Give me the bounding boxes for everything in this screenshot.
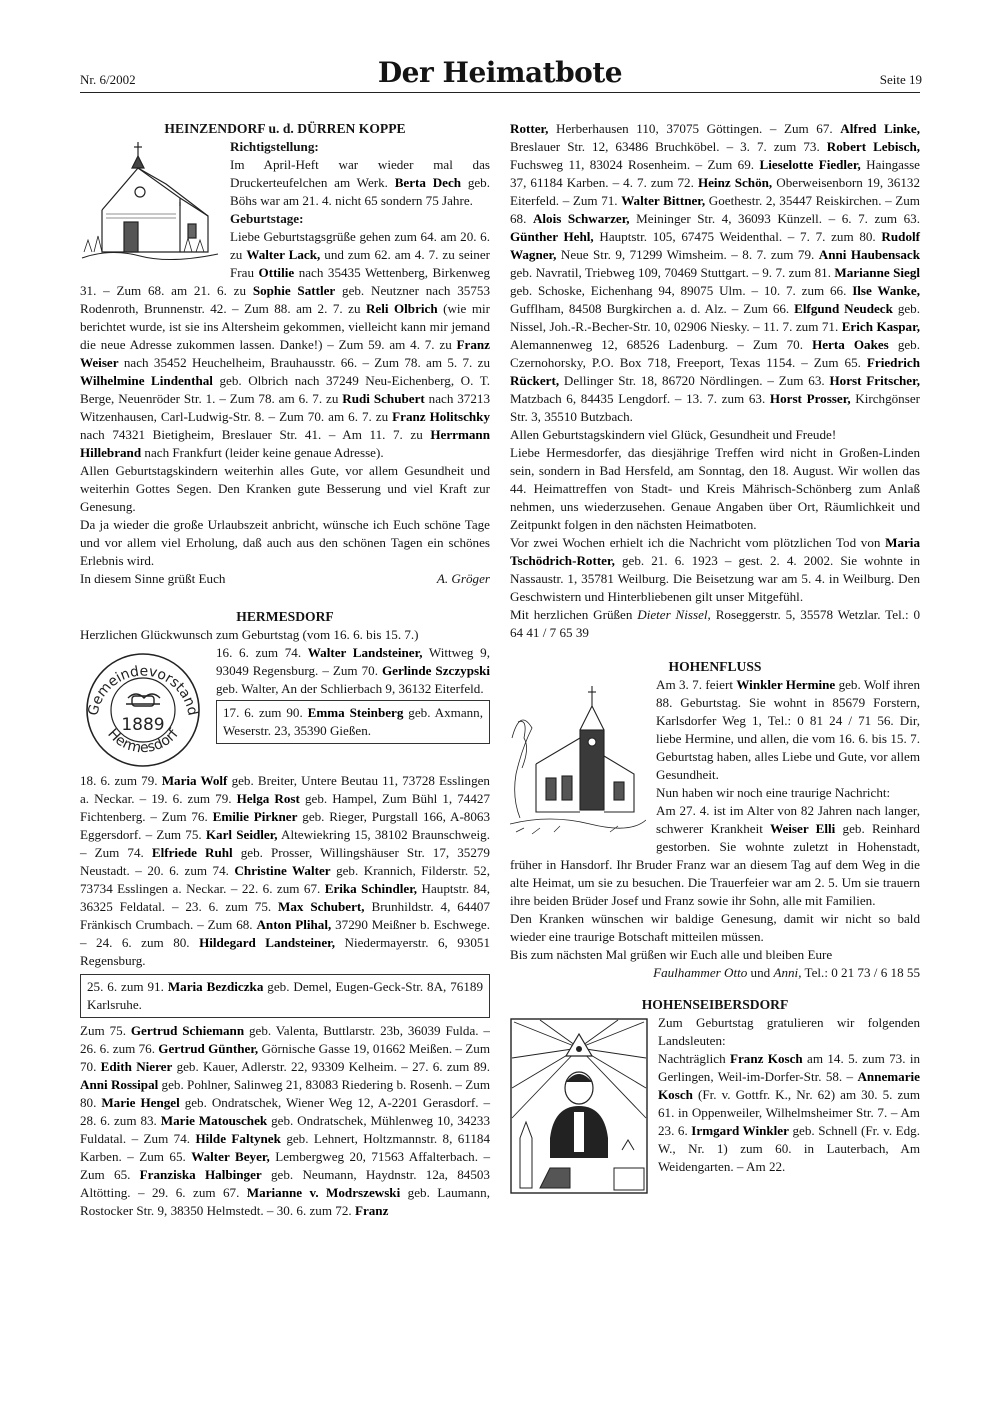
person-name-n-lebisch: Robert Lebisch, <box>826 139 920 154</box>
text-e7d: Tel.: 0 21 73 / 6 18 55 <box>801 965 920 980</box>
person-name-n-hengel: Marie Hengel <box>101 1095 180 1110</box>
text-d18: Kirchgönser Str. 3, 35510 Butzbach. <box>510 391 920 424</box>
text-b6: geb. Prosser, Willingshäuser Str. 17, 35279 Neustadt. – 20. 6. zum 74. <box>80 845 490 878</box>
text-c7: geb. Ondratschek, Mühlenweg 10, 34233 Fuldatal. – Zum 74. <box>80 1113 490 1146</box>
text-birthday-intro: Liebe Geburtstagsgrüße gehen zum 64. am 20. 6. zu <box>230 229 490 262</box>
text-a1: 16. 6. zum 74. <box>216 645 308 660</box>
person-name-n-landsteiner: Walter Landsteiner, <box>307 645 423 660</box>
person-name-n-schoen: Heinz Schön, <box>697 175 773 190</box>
person-name-n-wolf: Maria Wolf <box>161 773 228 788</box>
person-name-n-nierer: Edith Nierer <box>100 1059 173 1074</box>
person-name-n-sattler: Sophie Sattler <box>252 283 336 298</box>
person-name-box1-name: Emma Steinberg <box>307 705 404 720</box>
left-column <box>80 120 490 1220</box>
text-box2-pre: 25. 6. zum 91. <box>87 979 168 994</box>
person-name-n-hillebrand: Herrmann Hillebrand <box>80 427 490 460</box>
text-b1: 18. 6. zum 79. <box>80 773 162 788</box>
text-d11: geb. Schoske, Eichenhang 94, 89075 Ulm. – 10. 7. zum 66. <box>510 283 853 298</box>
text-c8: geb. Lehnert, Holtzmannstr. 8, 61184 Karben. – Zum 65. <box>80 1131 490 1164</box>
text-e4a: Am 27. 4. ist im Alter von 82 Jahren nach langer, schwerer Krankheit <box>656 803 920 836</box>
hohenfluss-sad-news: Nun haben wir noch eine traurige Nachricht: <box>656 785 891 800</box>
text-d12: Gufflham, 84508 Burgkirchen a. d. Alz. – Zum 66. <box>510 301 795 316</box>
text-b3: geb. Hampel, Zum Bühl 1, 74427 Fichtenberg. – Zum 76. <box>80 791 490 824</box>
person-name-n-akosch: Annemarie Kosch <box>658 1069 920 1102</box>
text-c4: geb. Kauer, Adlerstr. 22, 93309 Kelheim. – 27. 6. zum 89. <box>172 1059 490 1074</box>
text-c3: Görnische Gasse 19, 01662 Meißen. – Zum 70. <box>80 1041 491 1074</box>
text-d5: Oberweisenborn 19, 36132 Eiterfeld. – Zum 71. <box>510 175 920 208</box>
person-name-n-modrszewski: Marianne v. Modrszewski <box>246 1185 401 1200</box>
person-name-n-haubensack: Anni Haubensack <box>818 247 920 262</box>
right-column <box>510 120 920 1198</box>
text-a3: geb. Walter, An der Schlierbach 9, 36132 Eiterfeld. <box>216 681 484 696</box>
chapel-illustration <box>80 140 220 268</box>
text-d13: geb. Nissel, Joh.-R.-Becher-Str. 10, 02906 Niesky. – 11. 7. zum 71. <box>510 301 920 334</box>
person-name-n-fiedler: Lieselotte Fiedler, <box>759 157 861 172</box>
person-name-n-olbrich: Reli Olbrich <box>365 301 438 316</box>
section-title-hohenfluss: HOHENFLUSS <box>668 659 762 674</box>
seal-text-top: Gemeindevorstand <box>85 663 201 718</box>
person-name-n-wanke: Ilse Wanke, <box>852 283 920 298</box>
issue-number: Nr. 6/2002 <box>80 72 136 87</box>
hermesdorf-obituary <box>510 534 920 606</box>
text-t1: und zum 62. am 4. 7. zu seiner Frau <box>230 247 490 280</box>
person-name-n-ottilie: Ottilie <box>258 265 295 280</box>
person-name-n-halbinger: Franziska Halbinger <box>139 1167 262 1182</box>
header-rule <box>80 92 920 93</box>
person-name-n-rossipal: Anni Rossipal <box>80 1077 159 1092</box>
hermesdorf-meeting: Liebe Hermesdorfer, das diesjährige Treffen wird nicht in Großen-Linden sein, sondern in Bad Hersfeld, am Sonntag, den 18. August. Wir wollen das 44. Heimattreffen von Stadt- und Kreis Mährisch-Schönberg zum Anlaß nehmen, uns wiederzusehen. Genaue Angaben über Ort, Räumlichkeit und Zeitpunkt folgen in den nächsten Heimatboten. <box>510 445 920 532</box>
text-paragraph <box>80 1022 490 1220</box>
text-author: A. Gröger <box>436 571 490 586</box>
highlight-box-bezdiczka <box>80 974 490 1018</box>
text-c9: Lembergweg 20, 71563 Affalterbach. – Zum 65. <box>80 1149 490 1182</box>
text-closing: In diesem Sinne grüßt Euch <box>80 571 226 586</box>
person-name-n-wagner: Rudolf Wagner, <box>510 229 920 262</box>
person-name-n-schubert: Rudi Schubert <box>342 391 425 406</box>
person-name-n-neudeck: Elfgund Neudeck <box>794 301 893 316</box>
person-name-n-linke: Alfred Linke, <box>840 121 920 136</box>
text-correction-post: geb. Böhs war am 21. 4. nicht 65 sondern 75 Jahre. <box>230 175 490 208</box>
text-c2: geb. Valenta, Buttlarstr. 23b, 36039 Fulda. – 26. 6. zum 76. <box>80 1023 490 1056</box>
person-name-n-lack: Walter Lack, <box>246 247 321 262</box>
hermesdorf-wishes: Allen Geburtstagskindern viel Glück, Gesundheit und Freude! <box>510 427 837 442</box>
person-name-n-prosser: Horst Prosser, <box>769 391 851 406</box>
hohenfluss-get-well: Den Kranken wünschen wir baldige Genesung, damit wir nicht so bald wieder eine traurige Botschaft mitteilen müssen. <box>510 911 920 944</box>
person-name-n-seidler: Karl Seidler, <box>205 827 278 842</box>
person-name-n-bittner: Walter Bittner, <box>621 193 706 208</box>
person-name-n-kaspar: Erich Kaspar, <box>841 319 920 334</box>
text-box2-post: geb. Demel, Eugen-Geck-Str. 8A, 76189 Karlsruhe. <box>87 979 483 1012</box>
text-c10: geb. Neumann, Haydnstr. 12a, 84503 Altötting. – 29. 6. zum 67. <box>80 1167 490 1200</box>
text-c1: Zum 75. <box>80 1023 131 1038</box>
text-d9: Neue Str. 9, 71299 Wimsheim. – 8. 7. zum 79. <box>556 247 819 262</box>
religious-illustration <box>510 1018 648 1194</box>
text-c5: geb. Pohlner, Salinweg 21, 83083 Riedering b. Rosenh. – Zum 80. <box>80 1077 491 1110</box>
person-name-n-szczypski: Gerlinde Szczypski <box>381 663 490 678</box>
person-name-n-holitschky: Franz Holitschky <box>392 409 490 424</box>
text-c11: geb. Laumann, Rostocker Str. 9, 38350 Helmstedt. – 30. 6. zum 72. <box>80 1185 490 1218</box>
text-t4: (wie mir berichtet wurde, ist sie ins Altersheim gekommen, vielleicht kann mir jemand die neue Adresse zukommen lassen. Danke!) – Zum 59. am 4. 7. zu <box>80 301 491 352</box>
heinzendorf-para2: Allen Geburtstagskindern weiterhin alles Gute, vor allem Gesundheit und weiterhin Gottes Segen. Den Kranken gute Besserung und viel Kraft zur Genesung. <box>80 463 490 514</box>
text-box1-pre: 17. 6. zum 90. <box>223 705 308 720</box>
person-name-n-winkler: Winkler Hermine <box>736 677 836 692</box>
text-p4b: geb. 21. 6. 1923 – gest. 2. 4. 2002. Sie wohnte in Nassaustr. 1, 35781 Weilburg. Die Beisetzung war am 5. 4. in Weilburg. Den Geschwistern und Hinterbliebenen gilt unser Mitgefühl. <box>510 553 920 604</box>
page-number: Seite 19 <box>879 72 922 87</box>
text-b7: geb. Krannich, Filderstr. 52, 73734 Esslingen a. Neckar. – 22. 6. zum 67. <box>80 863 490 896</box>
text-c6: geb. Ondratschek, Wiener Weg 12, A-2201 Gerasdorf. – 28. 6. zum 83. <box>80 1095 491 1128</box>
text-t7: nach 37213 Witzenhausen, Carl-Ludwig-Str. 8. – Zum 70. am 6. 7. zu <box>80 391 490 424</box>
text-b4: geb. Rieger, Purgstall 166, A-8063 Eggersdorf. – Zum 75. <box>80 809 490 842</box>
person-name-n-beyer: Walter Beyer, <box>191 1149 270 1164</box>
person-name-n-weiser: Franz Weiser <box>80 337 490 370</box>
text-p5a: Mit herzlichen Grüßen <box>510 607 638 622</box>
person-name-n-guenther: Gertrud Günther, <box>158 1041 259 1056</box>
person-name-box2-name: Maria Bezdiczka <box>167 979 264 994</box>
hohenfluss-farewell: Bis zum nächsten Mal grüßen wir Euch alle und bleiben Eure <box>510 947 833 962</box>
person-name-n-pirkner: Emilie Pirkner <box>212 809 298 824</box>
text-f2: Nachträglich <box>658 1051 730 1066</box>
text-t2: nach 35435 Wettenberg, Birkenweg 31. – Zum 68. am 21. 6. zu <box>80 265 490 298</box>
hohenseibersdorf-intro: Zum Geburtstag gratulieren wir folgenden Landsleuten: <box>658 1015 920 1048</box>
person-name-n-tschoedrich: Maria Tschödrich-Rotter, <box>510 535 920 568</box>
hermesdorf-signature <box>510 606 920 642</box>
masthead: Der Heimatbote <box>377 56 623 89</box>
person-name-n-iwinkler: Irmgard Winkler <box>691 1123 789 1138</box>
person-name-n-siegl: Marianne Siegl <box>834 265 921 280</box>
church-illustration <box>510 678 646 838</box>
text-d6: Goethestr. 2, 35447 Reiskirchen. – Zum 68. <box>510 193 920 226</box>
text-t5: nach 35452 Heuchelheim, Brauhausstr. 66. – Zum 78. am 5. 7. zu <box>118 355 490 370</box>
person-name-n-franz: Franz <box>354 1203 389 1218</box>
person-name-n-rueckert: Friedrich Rückert, <box>510 355 920 388</box>
section-title-hermesdorf: HERMESDORF <box>236 609 334 624</box>
person-name-n-matouschek: Marie Matouschek <box>160 1113 268 1128</box>
text-d8: Hauptstr. 105, 67475 Weidenthal. – 7. 7. zum 80. <box>593 229 882 244</box>
text-b11: Niedermayerstr. 6, 93051 Regensburg. <box>80 935 490 968</box>
person-name-n-eschindler: Erika Schindler, <box>324 881 418 896</box>
text-d14: Alemannenweg 12, 68526 Ladenburg. – Zum 70. <box>510 337 813 352</box>
text-f5: geb. Schnell (Fr. v. Edg. W., Nr. 1) zum 60. in Lauterbach, Am Weidengarten. – Am 22. <box>658 1123 920 1174</box>
person-name-n-hehl: Günther Hehl, <box>510 229 594 244</box>
highlight-box-steinberg <box>216 700 490 744</box>
text-d17: Matzbach 6, 84435 Lengdorf. – 13. 7. zum 63. <box>510 391 770 406</box>
heinzendorf-para3: Da ja wieder die große Urlaubszeit anbricht, wünsche ich Euch schöne Tage und vor allem viel Erholung, daß auch aus den schönen Tagen ein schönes Erlebnis wird. <box>80 517 490 568</box>
text-paragraph <box>80 772 490 970</box>
person-name-n-rost: Helga Rost <box>236 791 300 806</box>
text-paragraph <box>510 120 920 426</box>
person-name-n-weiser-elli: Weiser Elli <box>770 821 836 836</box>
text-d16: Dellinger Str. 18, 86720 Nördlingen. – Zum 63. <box>559 373 830 388</box>
text-d7: Meininger Str. 4, 36093 Künzell. – 6. 7. zum 63. <box>629 211 921 226</box>
section-title-hohenseibersdorf: HOHENSEIBERSDORF <box>641 997 789 1012</box>
hermesdorf-intro: Herzlichen Glückwunsch zum Geburtstag (vom 16. 6. bis 15. 7.) <box>80 627 419 642</box>
text-d1: Herberhausen 110, 37075 Göttingen. – Zum 67. <box>548 121 841 136</box>
section-title-heinzendorf: HEINZENDORF u. d. DÜRREN KOPPE <box>164 121 406 136</box>
text-t9: nach Frankfurt (leider keine genaue Adresse). <box>141 445 384 460</box>
text-e7c: Anni, <box>773 965 802 980</box>
text-t6: geb. Olbrich nach 37249 Neu-Eichenberg, O. T. Berge, Neuenröder Str. 1. – Zum 78. am 6. 7. zu <box>80 373 490 406</box>
text-b8: Hauptstr. 84, 36325 Feldatal. – 23. 6. zum 75. <box>80 881 490 914</box>
text-b5: Altewiekring 15, 38102 Braunschweig. – Zum 74. <box>80 827 490 860</box>
person-name-n-mschubert: Max Schubert, <box>278 899 365 914</box>
text-d10: geb. Navratil, Triebweg 109, 70469 Stuttgart. – 9. 7. zum 81. <box>510 265 835 280</box>
person-name-n-faltynek: Hilde Faltynek <box>195 1131 281 1146</box>
text-b9: Brunhildstr. 4, 64407 Fränkisch Crumbach. – Zum 68. <box>80 899 490 932</box>
text-a2: Wittweg 9, 93049 Regensburg. – Zum 70. <box>216 645 490 678</box>
text-e7a: Faulhammer Otto <box>653 965 748 980</box>
person-name-n-plihal: Anton Plihal, <box>256 917 332 932</box>
text-box1-post: geb. Axmann, Weserstr. 23, 35390 Gießen. <box>223 705 483 738</box>
text-p5author: Dieter Nissel, <box>637 607 711 622</box>
text-f3: am 14. 5. zum 73. in Gerlingen, Weil-im-Dorfer-Str. 58. – <box>658 1051 921 1084</box>
person-name-n-hlandsteiner: Hildegard Landsteiner, <box>199 935 336 950</box>
community-seal <box>80 646 206 768</box>
person-name-n-oakes: Herta Oakes <box>812 337 889 352</box>
correction-heading: Richtigstellung: <box>230 139 319 154</box>
person-name-n-lindenthal: Wilhelmine Lindenthal <box>80 373 213 388</box>
person-name-correction-name: Berta Dech <box>394 175 462 190</box>
text-correction-pre: Im April-Heft war wieder mal das Druckerteufelchen am Werk. <box>230 157 490 190</box>
heinzendorf-signature <box>80 570 490 588</box>
text-t8: nach 74321 Bietigheim, Breslauer Str. 41. – Am 11. 7. zu <box>80 427 431 442</box>
person-name-n-rotter: Rotter, <box>510 121 549 136</box>
person-name-n-fkosch: Franz Kosch <box>729 1051 803 1066</box>
person-name-n-ruhl: Elfriede Ruhl <box>151 845 233 860</box>
text-e7b: und <box>747 965 774 980</box>
seal-year: 1889 <box>121 715 165 735</box>
text-b2: geb. Breiter, Untere Beutau 11, 73728 Esslingen a. Neckar. – 19. 6. zum 79. <box>80 773 490 806</box>
text-b10: 37290 Meißner b. Eschwege. – 24. 6. zum 80. <box>80 917 491 950</box>
text-p4a: Vor zwei Wochen erhielt ich die Nachricht vom plötzlichen Tod von <box>510 535 886 550</box>
person-name-n-walter: Christine Walter <box>234 863 331 878</box>
text-t3: geb. Neutzner nach 35753 Rodenroth, Brunnenstr. 42. – Zum 88. am 2. 7. zu <box>80 283 490 316</box>
hohenfluss-signature <box>510 964 920 982</box>
text-e1: Am 3. 7. feiert <box>656 677 737 692</box>
birthday-heading: Geburtstage: <box>230 211 304 226</box>
text-d4: Haingasse 37, 61184 Karben. – 4. 7. zum 72. <box>510 157 920 190</box>
seal-text-bottom: Hermesdorf <box>104 725 182 757</box>
text-d15: geb. Czernohorsky, P.O. Box 718, Freeport, Texas 1154. – Zum 65. <box>510 337 920 370</box>
text-f4: (Fr. v. Gottfr. K., Nr. 62) am 30. 5. zum 61. in Oppenweiler, Wilhelmsheimer Str. 7. – Am 23. 6. <box>658 1087 920 1138</box>
text-p5b: Roseggerstr. 5, 35578 Wetzlar. Tel.: 0 64 41 / 7 65 39 <box>510 607 921 640</box>
person-name-n-schiemann: Gertrud Schiemann <box>130 1023 245 1038</box>
text-e2: geb. Wolf ihren 88. Geburtstag. Sie wohnt in 85679 Forstern, Karlsdorfer Weg 1, Tel.: 0 81 24 / 71 56. Dir, liebe Hermine, und allen, die vom 16. 6. bis 15. 7. Geburtstag haben, alles Liebe und Gute, vor allem Gesundheit. <box>656 677 920 782</box>
text-d3: Fuchsweg 11, 83024 Rosenheim. – Zum 69. <box>510 157 760 172</box>
person-name-n-fritscher: Horst Fritscher, <box>829 373 920 388</box>
text-d2: Breslauer Str. 12, 63486 Bruchköbel. – 3. 7. zum 73. <box>510 139 827 154</box>
text-e4b: geb. Reinhard gestorben. Sie wohnte zuletzt in Hohenstadt, früher in Hansdorf. Ihr Bruder Franz war an diesem Tag auf dem Weg in die alte Heimat, um sie zu besuchen. Die Trauerfeier war am 2. 5. Um sie trauern ihre beiden Brüder Josef und Franz sowie ihr Sohn, alle mit Familien. <box>510 821 920 908</box>
person-name-n-schwarzer: Alois Schwarzer, <box>532 211 630 226</box>
